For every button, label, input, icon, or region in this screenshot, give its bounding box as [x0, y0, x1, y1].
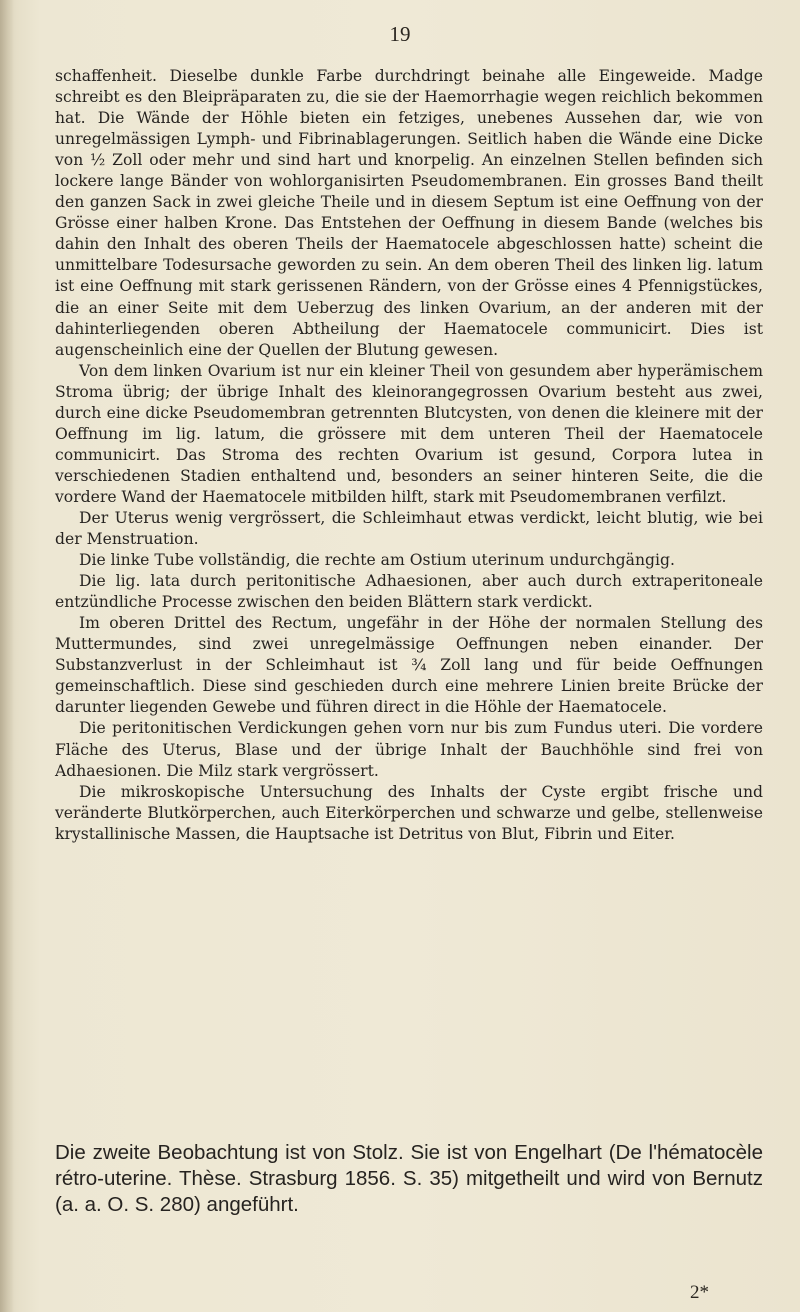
- second-observation-paragraph: Die zweite Beobachtung ist von Stolz. Sie ist von Engelhart (De l'hématocèle rétro-uterine. Thèse. Strasburg 1856. S. 35) mitgetheilt und wird von Bernutz (a. a. O. S. 280) angeführt.: [55, 1141, 763, 1216]
- paragraph: Der Uterus wenig vergrössert, die Schleimhaut etwas verdickt, leicht blutig, wie bei der Menstruation.: [55, 508, 763, 549]
- binding-shadow: [0, 0, 14, 1312]
- body-text: [55, 66, 763, 845]
- paragraph: Im oberen Drittel des Rectum, ungefähr in der Höhe der normalen Stellung des Muttermundes, sind zwei unregelmässige Oeffnungen neben einander. Der Substanzverlust in der Schleimhaut ist ¾ Zoll lang und für beide Oeffnungen gemeinschaftlich. Diese sind geschieden durch eine mehrere Linien breite Brücke der darunter liegenden Gewebe und führen direct in die Höhle der Haematocele.: [55, 614, 763, 717]
- paragraph: Die mikroskopische Untersuchung des Inhalts der Cyste ergibt frische und veränderte Blutkörperchen, auch Eiterkörperchen und schwarze und gelbe, stellenweise krystallinische Massen, die Hauptsache ist Detritus von Blut, Fibrin und Eiter.: [55, 782, 763, 843]
- paragraph: Von dem linken Ovarium ist nur ein kleiner Theil von gesundem aber hyperämischem Stroma übrig; der übrige Inhalt des kleinorangegrossen Ovarium besteht aus zwei, durch eine dicke Pseudomembran getrennten Blutcysten, von denen die kleinere mit der Oeffnung im lig. latum, die grössere mit dem unteren Theil der Haematocele communicirt. Das Stroma des rechten Ovarium ist gesund, Corpora lutea in verschiedenen Stadien enthaltend und, besonders an seiner hinteren Seite, die die vordere Wand der Haematocele mitbilden hilft, stark mit Pseudomembranen verfilzt.: [55, 361, 763, 506]
- page-number: 19: [389, 22, 411, 46]
- paragraph: schaffenheit. Dieselbe dunkle Farbe durchdringt beinahe alle Eingeweide. Madge schreibt es den Bleipräparaten zu, die sie der Haemorrhagie wegen reichlich bekommen hat. Die Wände der Höhle bieten ein fetziges, unebenes Aussehen dar, wie von unregelmässigen Lymph- und Fibrinablagerungen. Seitlich haben die Wände eine Dicke von ½ Zoll oder mehr und sind hart und knorpelig. An einzelnen Stellen befinden sich lockere lange Bänder von wohlorganisirten Pseudomembranen. Ein grosses Band theilt den ganzen Sack in zwei gleiche Theile und in diesem Septum ist eine Oeffnung von der Grösse einer halben Krone. Das Entstehen der Oeffnung in diesem Bande (welches bis dahin den Inhalt des oberen Theils der Haematocele abgeschlossen hatte) scheint die unmittelbare Todesursache geworden zu sein. An dem oberen Theil des linken lig. latum ist eine Oeffnung mit stark gerissenen Rändern, von der Grösse eines 4 Pfennigstückes, die an einer Seite mit dem Ueberzug des linken Ovarium, an der anderen mit der dahinterliegenden oberen Abtheilung der Haematocele communicirt. Dies ist augenscheinlich eine der Quellen der Blutung gewesen.: [55, 67, 763, 359]
- paragraph: Die peritonitischen Verdickungen gehen vorn nur bis zum Fundus uteri. Die vordere Fläche des Uterus, Blase und der übrige Inhalt der Bauchhöhle sind frei von Adhaesionen. Die Milz stark vergrössert.: [55, 719, 763, 780]
- paragraph: Die lig. lata durch peritonitische Adhaesionen, aber auch durch extraperitoneale entzündliche Processe zwischen den beiden Blättern stark verdickt.: [55, 572, 763, 612]
- signature-mark: 2*: [690, 1282, 709, 1303]
- paragraph: Die linke Tube vollständig, die rechte am Ostium uterinum undurchgängig.: [79, 551, 675, 570]
